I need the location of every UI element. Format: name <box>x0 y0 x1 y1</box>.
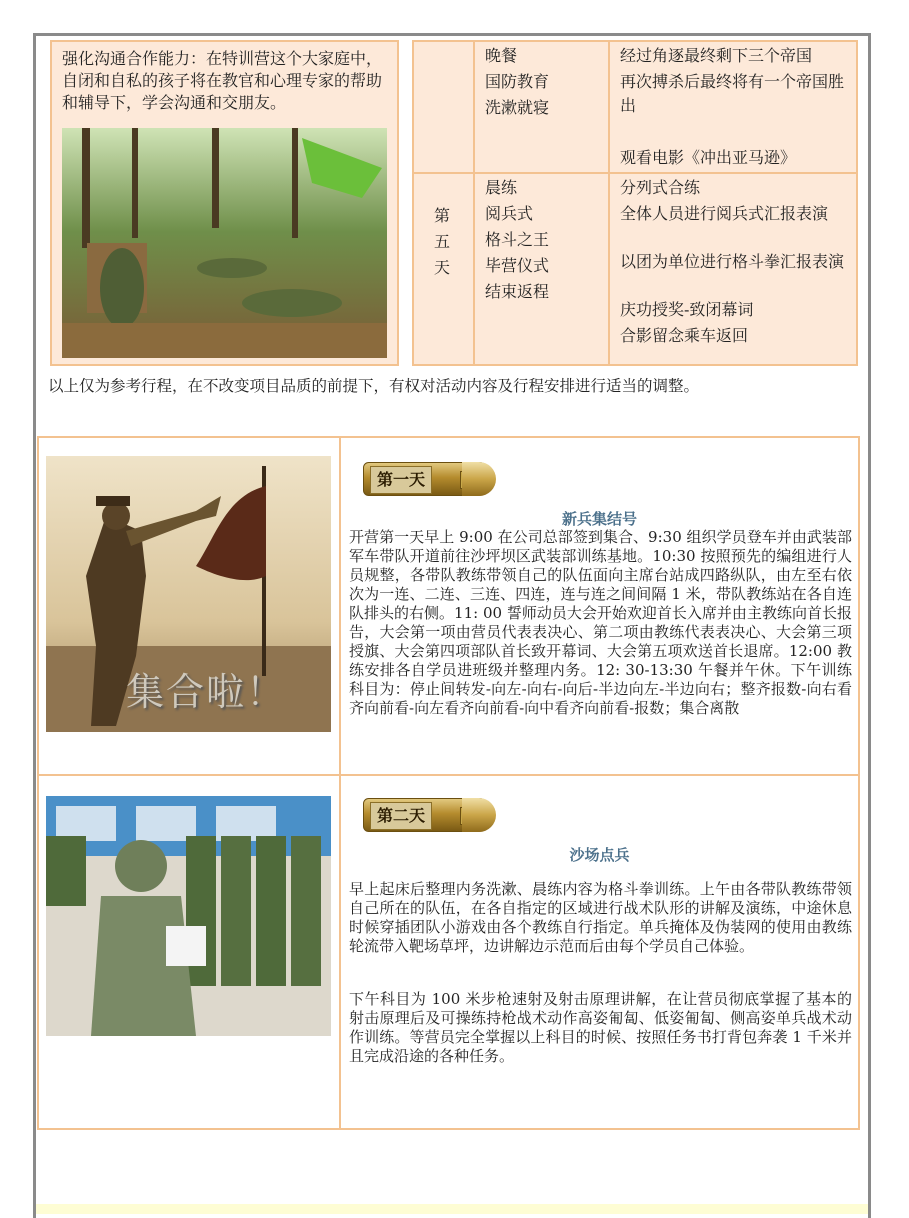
day4-day-cell <box>412 40 475 174</box>
day-two-image-cell <box>37 774 341 1130</box>
roll-call-photo <box>46 796 331 1036</box>
activity-wash-sleep: 洗漱就寝 <box>485 98 550 117</box>
day5-details-cell <box>608 172 858 366</box>
day5-char-1: 第 <box>434 206 451 225</box>
day-one-paragraph: 开营第一天早上 9:00 在公司总部签到集合、9:30 组织学员登车并由武装部军车带队开道前往沙坪坝区武装部训练基地。10:30 按照预先的编组进行人员规整，各带队教练带领自己的队伍面向主席台站成四路纵队，由左至右依次为一连、二连、三连、四连，连与连之间间隔 1 米，带队教练站在各自连队排头的右侧。11: 00 誓师动员大会开始欢迎首长入席并由主教练向首长报告，大会第一项由营员代表表决心、第二项由教练代表表决心、大会第三项授旗、大会第四项部队首长致开幕词、大会第五项欢送首长退席。12:00 教练安排各自学员进班级并整理内务。12: 30-13:30 午餐并午休。下午训练科目为：停止间转发-向左-向右-向后-半边向左-半边向右；整齐报数-向右看齐向前看-向左看齐向前看-向中看齐向前看-报数；集合离散 <box>349 528 852 717</box>
day-one-badge <box>363 462 495 496</box>
day5-activities-cell <box>473 172 610 366</box>
activity-closing-ceremony: 毕营仪式 <box>485 256 550 275</box>
top-left-text: 强化沟通合作能力：在特训营这个大家庭中，自闭和自私的孩子将在教官和心理专家的帮助和辅导下，学会沟通和交朋友。 <box>62 49 383 112</box>
detail-march-rehearsal: 分列式合练 <box>620 178 701 197</box>
detail-three-empires: 经过角逐最终剩下三个帝国 <box>620 46 813 65</box>
day4-details-cell <box>608 40 858 174</box>
day5-char-2: 五 <box>434 232 451 251</box>
day5-char-3: 天 <box>434 258 451 277</box>
detail-fight-show: 以团为单位进行格斗拳汇报表演 <box>620 252 845 271</box>
bugler-photo <box>46 456 331 732</box>
schedule-note: 以上仅为参考行程，在不改变项目品质的前提下，有权对活动内容及行程安排进行适当的调整。 <box>48 377 700 395</box>
activity-return: 结束返程 <box>485 282 550 301</box>
day-two-paragraph-2: 下午科目为 100 米步枪速射及射击原理讲解，在让营员彻底掌握了基本的射击原理后及可操练持枪战术动作高姿匍匐、低姿匍匐、侧高姿单兵战术动作训练。等营员完全掌握以上科目的时候、按照任务书打背包奔袭 1 千米并且完成沿途的各种任务。 <box>349 990 852 1065</box>
detail-awards: 庆功授奖-致闭幕词 <box>620 300 754 319</box>
forest-training-photo <box>62 128 387 358</box>
detail-parade-show: 全体人员进行阅兵式汇报表演 <box>620 204 829 223</box>
image-caption: 集合啦！ <box>126 670 287 714</box>
day5-day-cell <box>412 172 475 366</box>
activity-fight-king: 格斗之王 <box>485 230 550 249</box>
activity-dinner: 晚餐 <box>485 46 518 65</box>
day4-activities-cell <box>473 40 610 174</box>
detail-movie: 观看电影《冲出亚马逊》 <box>620 148 797 167</box>
day-one-text-cell <box>339 436 860 776</box>
activity-defense-education: 国防教育 <box>485 72 550 91</box>
activity-morning-exercise: 晨练 <box>485 178 518 197</box>
footer-highlight-bar <box>36 1204 868 1214</box>
detail-one-empire: 再次搏杀后最终将有一个帝国胜出 <box>620 72 845 115</box>
day-two-paragraph-1: 早上起床后整理内务洗漱、晨练内容为格斗拳训练。上午由各带队教练带领自己所在的队伍，在各自指定的区域进行战术队形的讲解及演练，中途休息时候穿插团队小游戏由各个教练自行指定。单兵掩体及伪装网的使用由教练轮流带入靶场草坪，边讲解边示范而后由每个学员自己体验。 <box>349 880 852 955</box>
day-one-image-cell <box>37 436 341 776</box>
day-one-title: 新兵集结号 <box>561 510 637 528</box>
day-two-badge <box>363 798 495 832</box>
day-two-title: 沙场点兵 <box>569 846 630 864</box>
day-two-text-cell <box>339 774 860 1130</box>
day-two-badge-label: 第二天 <box>370 802 432 830</box>
top-left-cell <box>50 40 399 366</box>
day-one-badge-label: 第一天 <box>370 466 432 494</box>
activity-parade: 阅兵式 <box>485 204 534 223</box>
detail-group-photo: 合影留念乘车返回 <box>620 326 749 345</box>
